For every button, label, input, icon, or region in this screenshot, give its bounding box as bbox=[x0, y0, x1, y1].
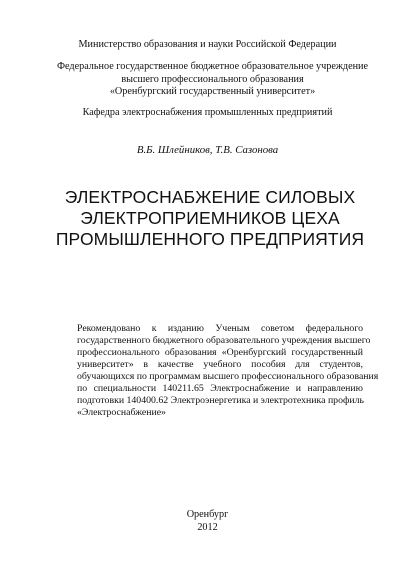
university-block bbox=[40, 61, 385, 99]
recommendation-line-2: государственного бюджетного образовательного учреждения высшего bbox=[77, 335, 371, 347]
publication-city: Оренбург bbox=[186, 509, 229, 520]
recommendation-line-3: профессионального образования «Оренбургский государственный bbox=[77, 347, 363, 359]
authors: В.Б. Шлейников, Т.В. Сазонова bbox=[136, 144, 279, 156]
title-line-1: ЭЛЕКТРОСНАБЖЕНИЕ СИЛОВЫХ bbox=[64, 187, 356, 207]
recommendation-line-6: по специальности 140211.65 Электроснабжение и направлению bbox=[77, 383, 363, 395]
recommendation-line-1: Рекомендовано к изданию Ученым советом федерального bbox=[77, 323, 363, 334]
recommendation-line-7: подготовки 140400.62 Электроэнергетика и электротехника профиль bbox=[77, 395, 364, 407]
recommendation-paragraph bbox=[77, 323, 379, 419]
title-line-3: ПРОМЫШЛЕННОГО ПРЕДПРИЯТИЯ bbox=[55, 229, 365, 249]
university-line-3: «Оренбургский государственный университет» bbox=[109, 86, 316, 98]
title-line-2: ЭЛЕКТРОПРИЕМНИКОВ ЦЕХА bbox=[80, 208, 340, 228]
university-line-2: высшего профессионального образования bbox=[121, 73, 304, 85]
publication-year: 2012 bbox=[197, 522, 218, 533]
university-line-1: Федеральное государственное бюджетное образовательное учреждение bbox=[56, 61, 369, 72]
recommendation-line-5: обучающихся по программам высшего профессионального образования bbox=[77, 371, 379, 383]
book-title bbox=[30, 187, 390, 250]
department-line: Кафедра электроснабжения промышленных предприятий bbox=[82, 107, 333, 118]
recommendation-line-8: «Электроснабжение» bbox=[77, 407, 166, 419]
recommendation-line-4: университет» в качестве учебного пособия для студентов, bbox=[77, 359, 363, 371]
ministry-line: Министерство образования и науки Российской Федерации bbox=[78, 39, 337, 50]
